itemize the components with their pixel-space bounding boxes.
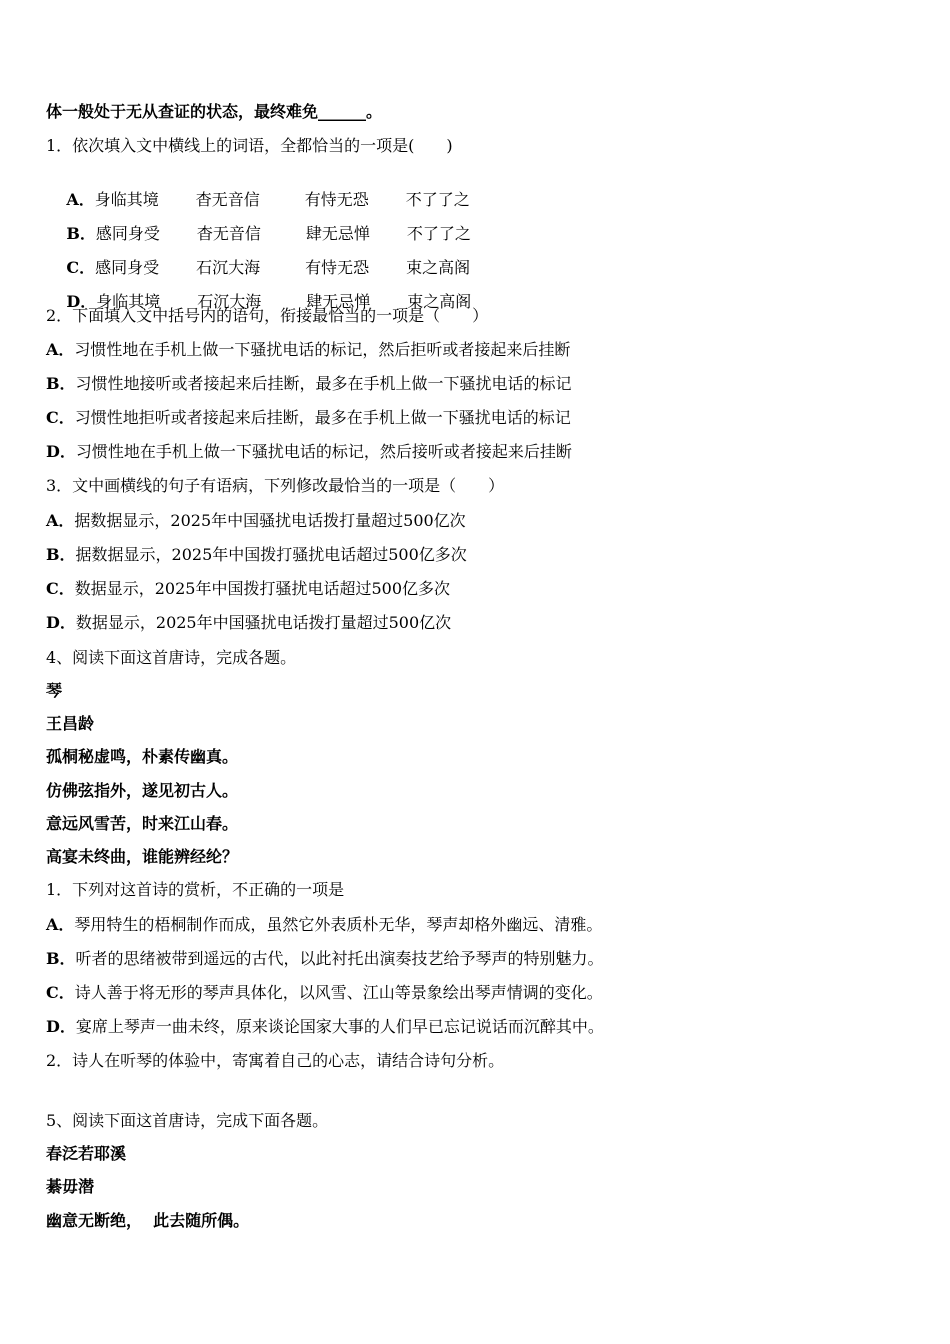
option-label: B． bbox=[66, 224, 96, 243]
poem-title: 春泛若耶溪 bbox=[46, 1144, 127, 1163]
option-text: 诗人善于将无形的琴声具体化，以风雪、江山等景象绘出琴声情调的变化。 bbox=[74, 983, 603, 1002]
section-4-heading: 4、阅读下面这首唐诗，完成各题。 bbox=[46, 648, 297, 667]
option-label: A． bbox=[46, 340, 75, 359]
option-word: 石沉大海 bbox=[197, 292, 262, 311]
q3-option-b bbox=[46, 545, 467, 565]
poem-author: 綦毋潜 bbox=[46, 1177, 95, 1196]
q2-option-c bbox=[46, 408, 571, 428]
option-text: 据数据显示，2025年中国拨打骚扰电话超过500亿多次 bbox=[75, 545, 467, 564]
option-text: 数据显示，2025年中国拨打骚扰电话超过500亿多次 bbox=[74, 579, 451, 598]
option-text: 琴用特生的梧桐制作而成，虽然它外表质朴无华，琴声却格外幽远、清雅。 bbox=[74, 915, 603, 934]
poem-line: 高宴未终曲，谁能辨经纶？ bbox=[46, 847, 239, 866]
q3-option-a bbox=[46, 511, 466, 531]
poem-author: 王昌龄 bbox=[46, 714, 95, 733]
option-label: D． bbox=[46, 613, 76, 632]
option-text: 习惯性地在手机上做一下骚扰电话的标记，然后拒听或者接起来后挂断 bbox=[74, 340, 571, 359]
option-text: 习惯性地接听或者接起来后挂断，最多在手机上做一下骚扰电话的标记 bbox=[75, 374, 572, 393]
poem-title: 琴 bbox=[46, 681, 63, 700]
option-word: 肆无忌惮 bbox=[306, 292, 371, 311]
poem-line: 意远风雪苦，时来江山春。 bbox=[46, 814, 239, 833]
option-label: C． bbox=[66, 258, 96, 277]
option-label: A． bbox=[46, 915, 75, 934]
option-label: D． bbox=[46, 1017, 76, 1036]
option-label: A． bbox=[66, 190, 95, 209]
option-text: 数据显示，2025年中国骚扰电话拨打量超过500亿次 bbox=[75, 613, 452, 632]
option-word: 束之高阁 bbox=[407, 292, 472, 311]
s4-q2-stem: 2．诗人在听琴的体验中，寄寓着自己的心志，请结合诗句分析。 bbox=[46, 1051, 505, 1070]
option-label: B． bbox=[46, 545, 76, 564]
poem-line: 幽意无断绝， 此去随所偶。 bbox=[46, 1211, 250, 1230]
option-word: 身临其境 bbox=[96, 292, 161, 311]
option-text: 习惯性地拒听或者接起来后挂断，最多在手机上做一下骚扰电话的标记 bbox=[74, 408, 571, 427]
q2-option-a bbox=[46, 340, 570, 360]
option-word: 杳无音信 bbox=[195, 190, 260, 209]
option-word: 不了了之 bbox=[405, 190, 470, 209]
q2-option-d bbox=[46, 442, 572, 462]
option-word: 不了了之 bbox=[406, 224, 471, 243]
option-text: 宴席上琴声一曲未终，原来谈论国家大事的人们早已忘记说话而沉醉其中。 bbox=[75, 1017, 604, 1036]
q3-option-c bbox=[46, 579, 450, 599]
option-text: 据数据显示，2025年中国骚扰电话拨打量超过500亿次 bbox=[74, 511, 466, 530]
option-text: 听者的思绪被带到遥远的古代，以此衬托出演奏技艺给予琴声的特别魅力。 bbox=[75, 949, 604, 968]
section-5-heading: 5、阅读下面这首唐诗，完成下面各题。 bbox=[46, 1111, 329, 1130]
option-word: 感同身受 bbox=[95, 224, 160, 243]
option-label: B． bbox=[46, 949, 76, 968]
q3-stem: 3．文中画横线的句子有语病，下列修改最恰当的一项是（ ） bbox=[46, 476, 505, 495]
option-word: 有恃无恐 bbox=[304, 190, 369, 209]
poem-line: 孤桐秘虚鸣，朴素传幽真。 bbox=[46, 747, 239, 766]
option-label: C． bbox=[46, 579, 75, 598]
option-word: 肆无忌惮 bbox=[305, 224, 370, 243]
q2-stem: 2．下面填入文中括号内的语句，衔接最恰当的一项是（ ） bbox=[46, 306, 489, 325]
q1-stem: 1．依次填入文中横线上的词语，全都恰当的一项是( ) bbox=[46, 136, 453, 155]
option-label: A． bbox=[46, 511, 75, 530]
option-word: 身临其境 bbox=[94, 190, 159, 209]
s4-q1-stem: 1．下列对这首诗的赏析，不正确的一项是 bbox=[46, 880, 345, 899]
option-label: C． bbox=[46, 408, 75, 427]
option-label: D． bbox=[66, 292, 97, 311]
s4-q1-option-b bbox=[46, 949, 604, 969]
option-word: 有恃无恐 bbox=[305, 258, 370, 277]
option-word: 感同身受 bbox=[95, 258, 160, 277]
option-label: D． bbox=[46, 442, 76, 461]
poem-line: 仿佛弦指外，遂见初古人。 bbox=[46, 781, 239, 800]
intro-tail: 体一般处于无从查证的状态，最终难免______。 bbox=[46, 102, 383, 121]
option-word: 束之高阁 bbox=[406, 258, 471, 277]
s4-q1-option-d bbox=[46, 1017, 604, 1037]
q2-option-b bbox=[46, 374, 572, 394]
q3-option-d bbox=[46, 613, 451, 633]
option-label: C． bbox=[46, 983, 75, 1002]
option-label: B． bbox=[46, 374, 76, 393]
option-word: 杳无音信 bbox=[196, 224, 261, 243]
option-text: 习惯性地在手机上做一下骚扰电话的标记，然后接听或者接起来后挂断 bbox=[75, 442, 572, 461]
s4-q1-option-a bbox=[46, 915, 602, 935]
s4-q1-option-c bbox=[46, 983, 603, 1003]
option-word: 石沉大海 bbox=[196, 258, 261, 277]
